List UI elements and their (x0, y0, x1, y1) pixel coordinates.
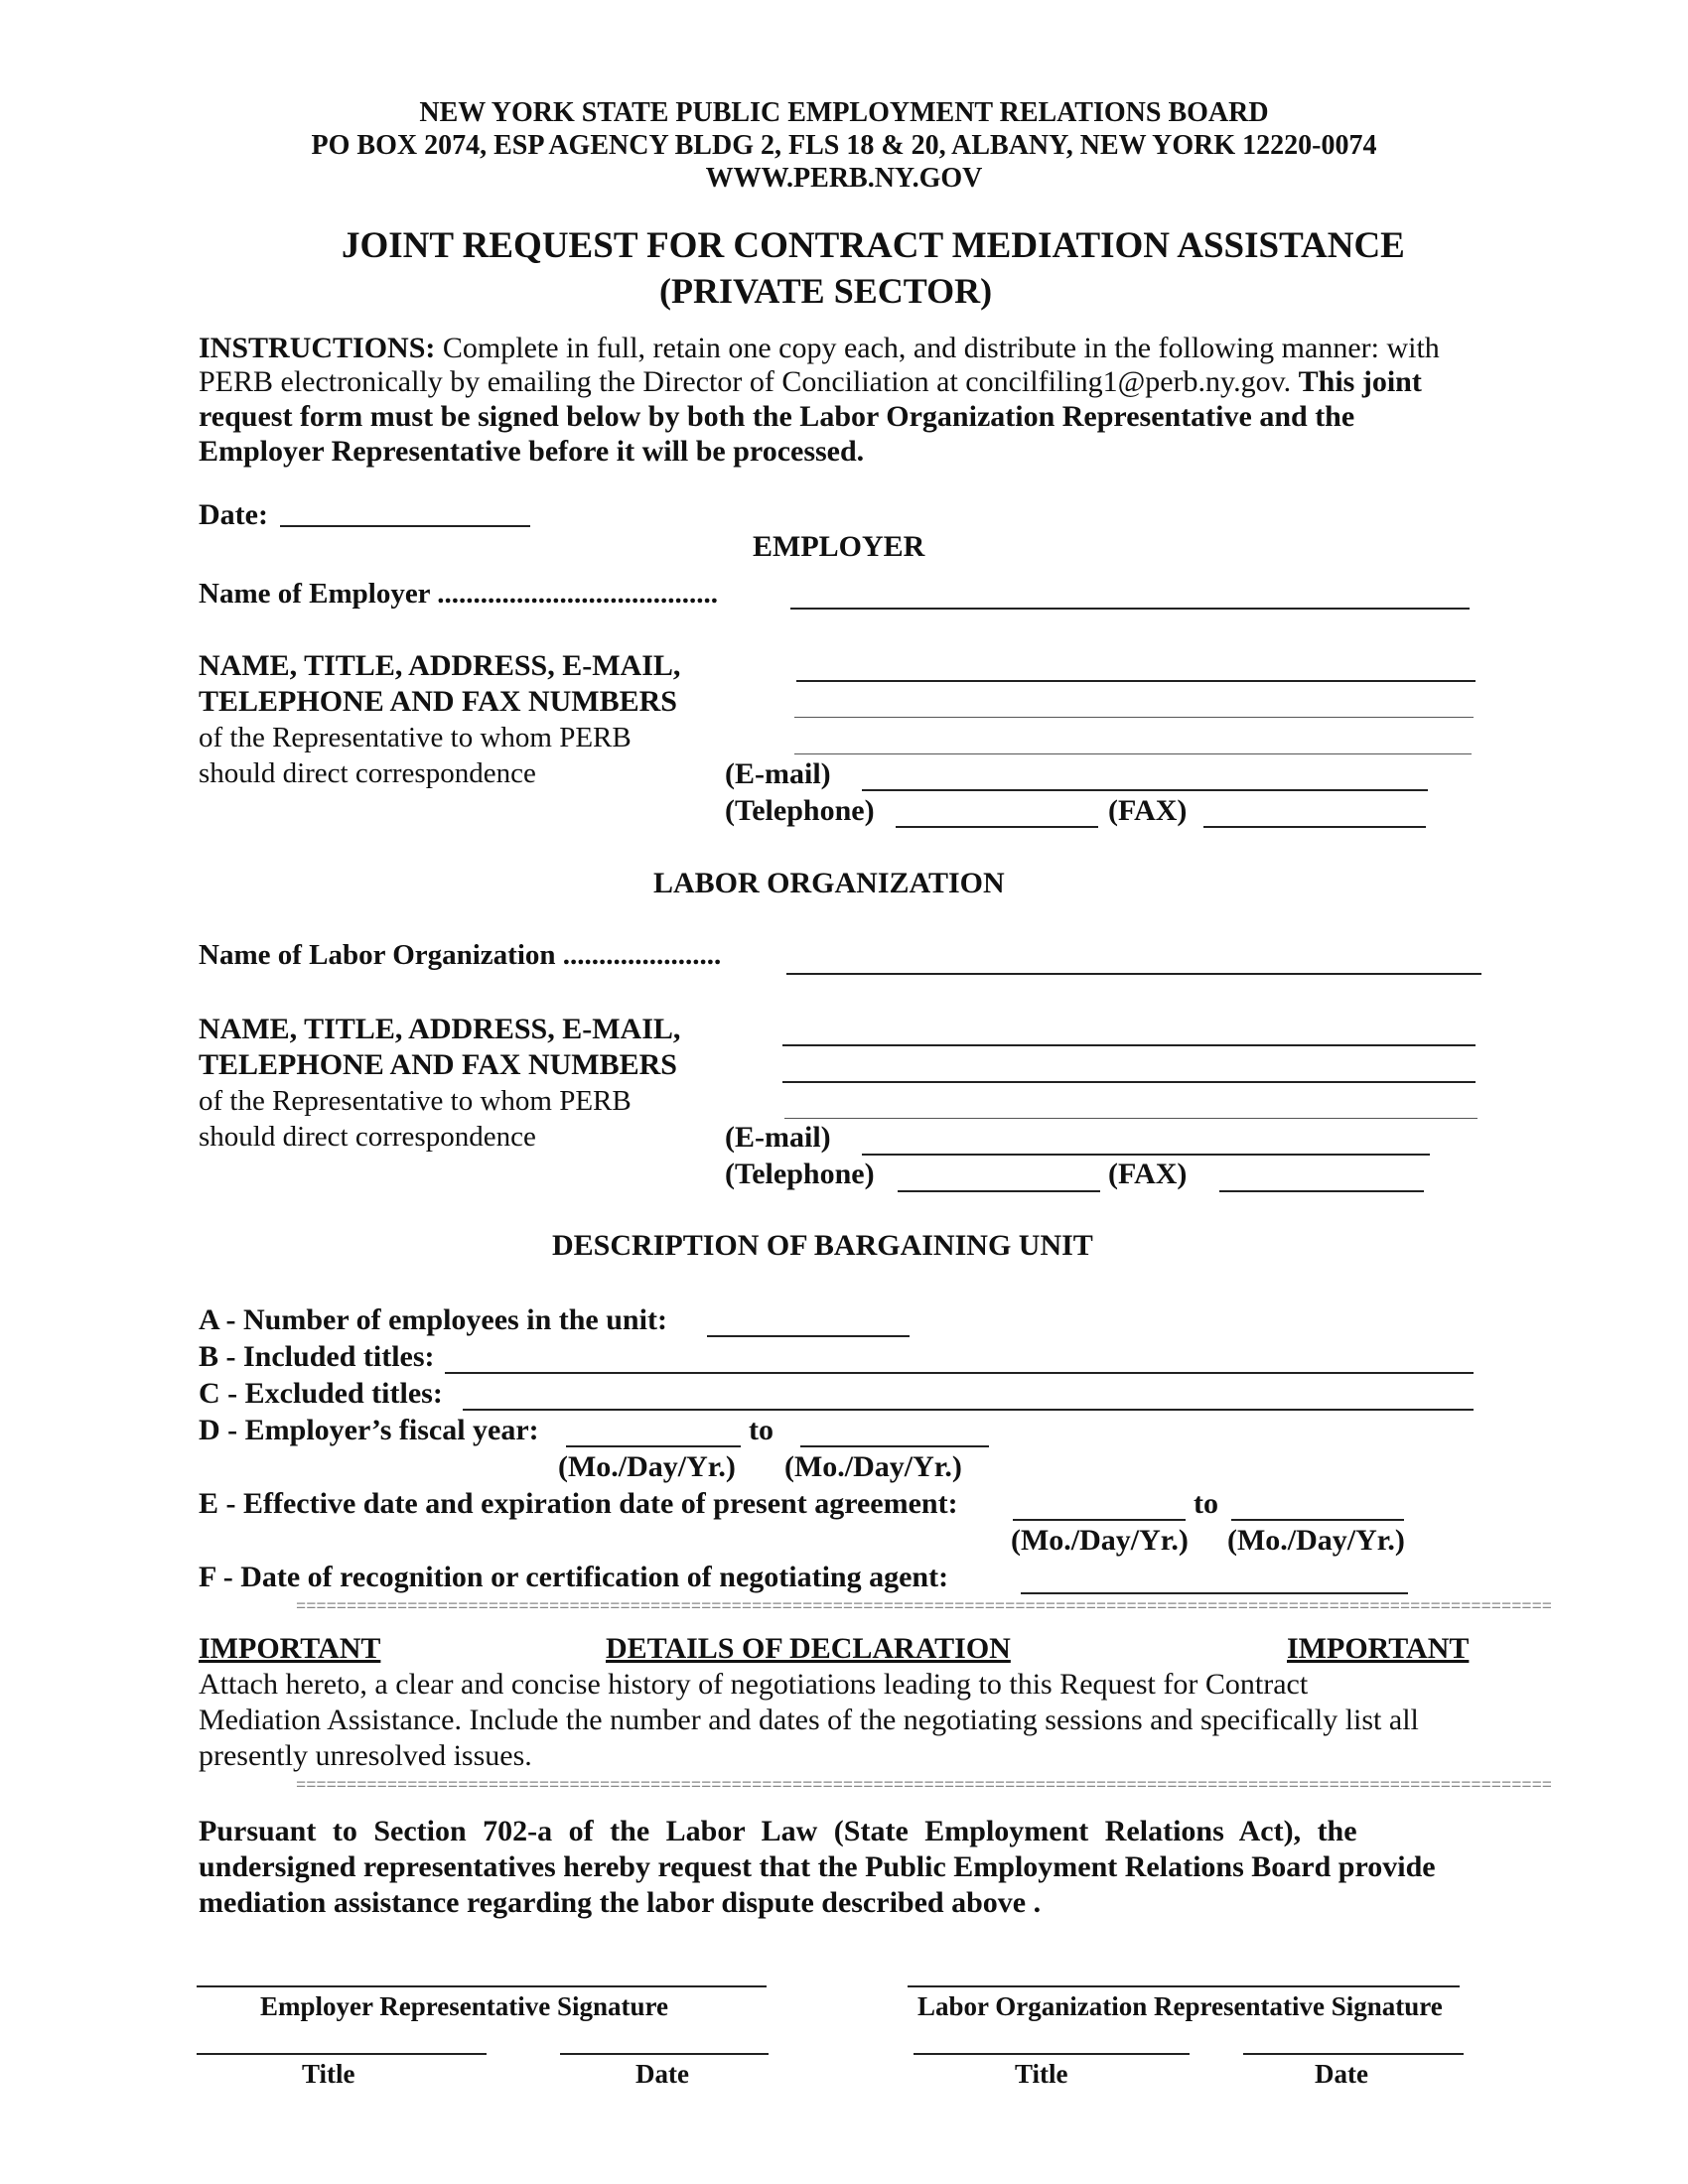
employer-name-field[interactable] (790, 608, 1470, 610)
pursuant-line-1: Pursuant to Section 702-a of the Labor Law (State Employment Relations Act), the (199, 1815, 1357, 1847)
employer-email-label: (E-mail) (725, 757, 831, 790)
labor-date-field[interactable] (1243, 2053, 1464, 2055)
labor-rep-label-2: TELEPHONE AND FAX NUMBERS (199, 1048, 677, 1081)
unit-c-label: C - Excluded titles: (199, 1377, 443, 1410)
labor-rep-field-1[interactable] (782, 1044, 1476, 1046)
agency-name: NEW YORK STATE PUBLIC EMPLOYMENT RELATIONS BOARD (419, 97, 1269, 128)
instructions-line-3: request form must be signed below by both the Labor Organization Representative and the (199, 400, 1355, 433)
employer-rep-label-3: of the Representative to whom PERB (199, 722, 632, 753)
unit-e-hint-1: (Mo./Day/Yr.) (1011, 1524, 1189, 1557)
labor-rep-label-4: should direct correspondence (199, 1121, 536, 1153)
employer-telephone-label: (Telephone) (725, 794, 875, 827)
labor-fax-label: (FAX) (1108, 1158, 1188, 1190)
labor-title-label: Title (1015, 2059, 1068, 2089)
employer-email-field[interactable] (862, 789, 1428, 791)
labor-telephone-field[interactable] (898, 1190, 1100, 1192)
declaration-line-1: Attach hereto, a clear and concise history of negotiations leading to this Request for Contract (199, 1668, 1309, 1701)
employer-rep-label-1: NAME, TITLE, ADDRESS, E-MAIL, (199, 649, 681, 682)
unit-f-field[interactable] (1021, 1592, 1408, 1594)
labor-rep-label-1: NAME, TITLE, ADDRESS, E-MAIL, (199, 1013, 681, 1045)
agency-address: PO BOX 2074, ESP AGENCY BLDG 2, FLS 18 & 20, ALBANY, NEW YORK 12220-0074 (311, 130, 1377, 161)
employer-fax-label: (FAX) (1108, 794, 1188, 827)
unit-d-to-field[interactable] (800, 1445, 989, 1447)
labor-signature-field[interactable] (908, 1985, 1460, 1987)
labor-rep-field-2[interactable] (782, 1081, 1476, 1083)
employer-rep-field-1[interactable] (796, 680, 1476, 682)
instructions-line-1 (199, 332, 1440, 365)
instructions-line-4: Employer Representative before it will be processed. (199, 435, 865, 468)
pursuant-line-2: undersigned representatives hereby request that the Public Employment Relations Board provide (199, 1850, 1436, 1883)
labor-title-field[interactable] (914, 2053, 1190, 2055)
employer-fax-field[interactable] (1203, 826, 1426, 828)
important-right: IMPORTANT (1287, 1632, 1470, 1665)
unit-e-hint-2: (Mo./Day/Yr.) (1227, 1524, 1405, 1557)
unit-b-label: B - Included titles: (199, 1340, 435, 1373)
labor-date-label: Date (1315, 2059, 1368, 2089)
instructions-bold-2: This joint (1298, 365, 1422, 398)
unit-d-hint-2: (Mo./Day/Yr.) (784, 1450, 962, 1483)
labor-heading: LABOR ORGANIZATION (653, 867, 1005, 899)
labor-name-label: Name of Labor Organization ...................... (199, 939, 722, 971)
employer-signature-field[interactable] (197, 1985, 767, 1987)
unit-a-field[interactable] (707, 1335, 910, 1337)
unit-d-to: to (749, 1414, 774, 1446)
labor-fax-field[interactable] (1219, 1190, 1424, 1192)
unit-e-from-field[interactable] (1013, 1519, 1186, 1521)
employer-date-field[interactable] (560, 2053, 769, 2055)
employer-heading: EMPLOYER (753, 530, 925, 563)
unit-heading: DESCRIPTION OF BARGAINING UNIT (552, 1229, 1093, 1262)
unit-c-field[interactable] (463, 1409, 1474, 1411)
unit-d-from-field[interactable] (566, 1445, 741, 1447)
employer-signature-label: Employer Representative Signature (260, 1991, 668, 2021)
employer-title-field[interactable] (197, 2053, 487, 2055)
unit-d-label: D - Employer’s fiscal year: (199, 1414, 539, 1446)
labor-rep-field-3[interactable] (784, 1118, 1477, 1119)
date-label: Date: (199, 498, 268, 531)
pursuant-line-3: mediation assistance regarding the labor dispute described above . (199, 1886, 1042, 1919)
labor-email-label: (E-mail) (725, 1121, 831, 1154)
agency-website: WWW.PERB.NY.GOV (705, 163, 983, 194)
unit-b-field[interactable] (445, 1372, 1474, 1374)
employer-name-label: Name of Employer ....................................... (199, 578, 719, 610)
unit-d-hint-1: (Mo./Day/Yr.) (558, 1450, 736, 1483)
unit-a-label: A - Number of employees in the unit: (199, 1303, 667, 1336)
unit-f-label: F - Date of recognition or certification of negotiating agent: (199, 1561, 949, 1593)
declaration-line-3: presently unresolved issues. (199, 1739, 532, 1772)
labor-signature-label: Labor Organization Representative Signature (917, 1991, 1443, 2021)
unit-e-to: to (1194, 1487, 1218, 1520)
declaration-heading: DETAILS OF DECLARATION (606, 1632, 1011, 1665)
form-subtitle: (PRIVATE SECTOR) (659, 271, 993, 311)
separator-1: ============================================================================================================================ (296, 1598, 1553, 1617)
labor-email-field[interactable] (862, 1154, 1430, 1156)
form-title: JOINT REQUEST FOR CONTRACT MEDIATION ASSISTANCE (342, 225, 1405, 266)
unit-e-label: E - Effective date and expiration date of present agreement: (199, 1487, 958, 1520)
unit-e-to-field[interactable] (1231, 1519, 1404, 1521)
employer-rep-label-2: TELEPHONE AND FAX NUMBERS (199, 685, 677, 718)
labor-telephone-label: (Telephone) (725, 1158, 875, 1190)
declaration-line-2: Mediation Assistance. Include the number and dates of the negotiating sessions and specifically list all (199, 1704, 1419, 1736)
labor-rep-label-3: of the Representative to whom PERB (199, 1085, 632, 1117)
labor-name-field[interactable] (786, 973, 1481, 975)
instructions-text-2: PERB electronically by emailing the Director of Conciliation at concilfiling1@perb.ny.gov. (199, 365, 1292, 398)
employer-rep-field-2[interactable] (794, 717, 1474, 718)
employer-date-label: Date (635, 2059, 689, 2089)
important-left: IMPORTANT (199, 1632, 381, 1665)
employer-telephone-field[interactable] (896, 826, 1098, 828)
instructions-text-1: Complete in full, retain one copy each, and distribute in the following manner: with (442, 332, 1440, 364)
employer-rep-label-4: should direct correspondence (199, 757, 536, 789)
separator-2: ============================================================================================================================ (296, 1777, 1553, 1796)
date-field[interactable] (280, 525, 530, 527)
instructions-label: INSTRUCTIONS: (199, 332, 436, 364)
instructions-line-2 (199, 365, 1422, 399)
employer-rep-field-3[interactable] (794, 753, 1472, 754)
employer-title-label: Title (302, 2059, 355, 2089)
